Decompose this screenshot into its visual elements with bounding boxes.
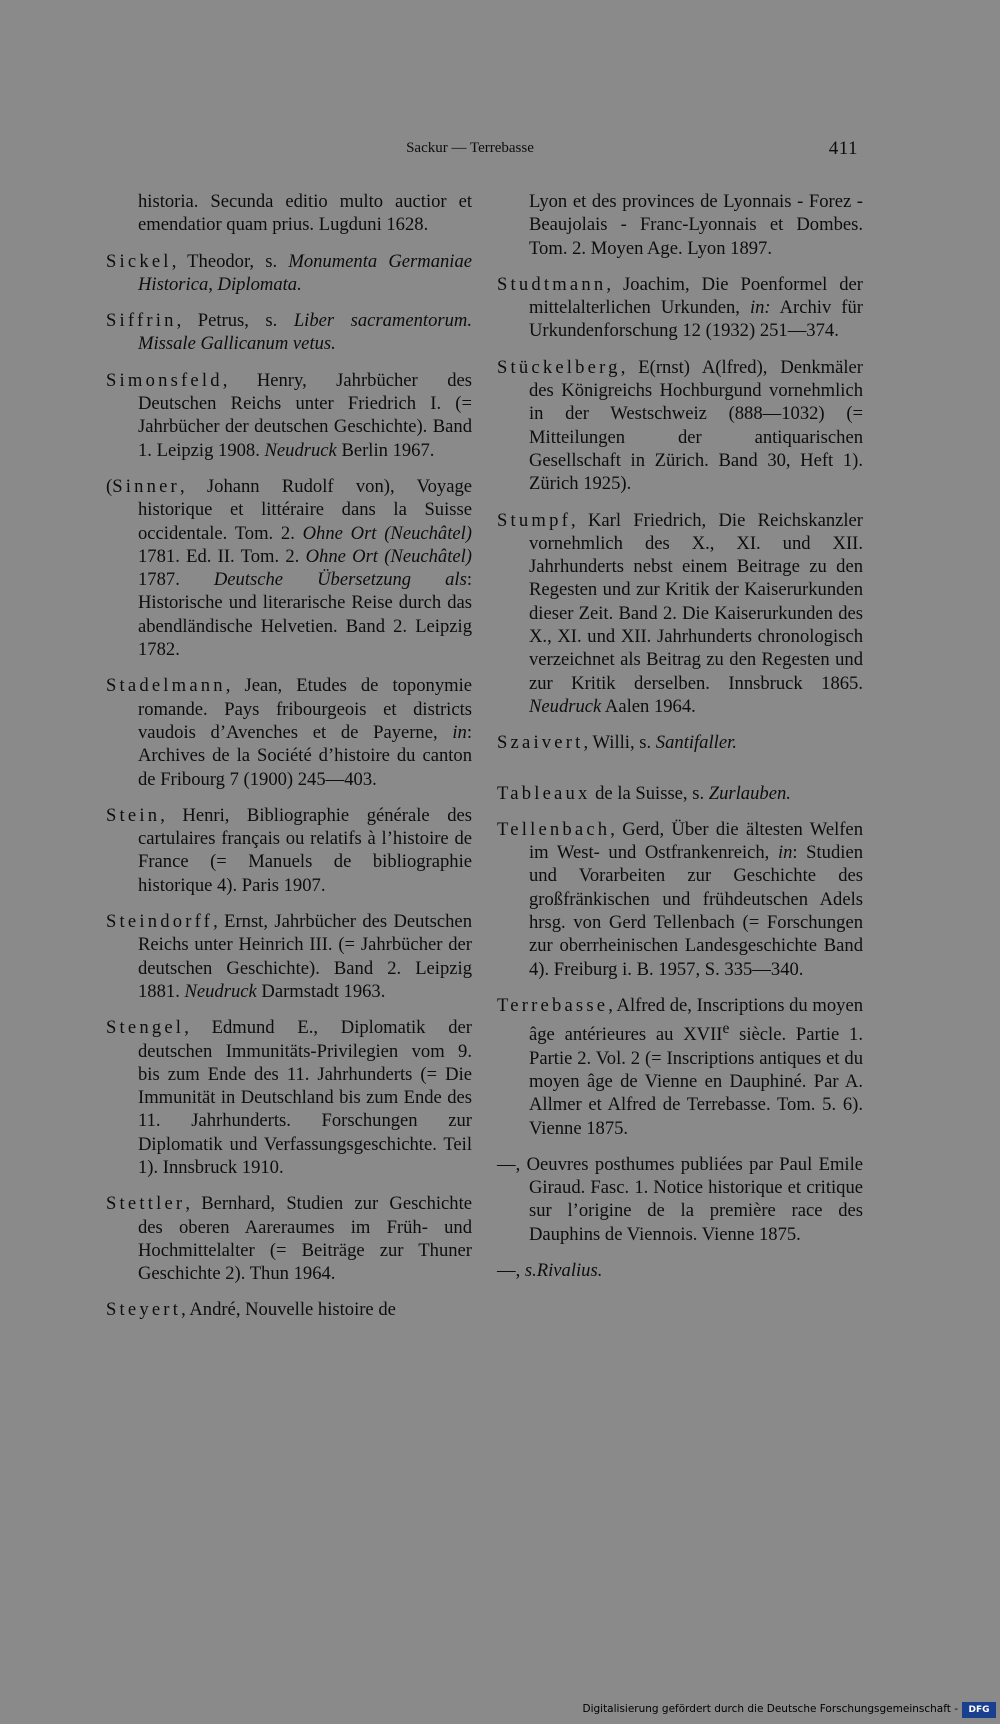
entry-author: Stückelberg [497,356,621,378]
entry-author: Stadelmann [106,675,226,697]
entry-author: Stengel [106,1017,185,1039]
entry-author: Terrebasse [497,994,609,1016]
bibliography-entry: Stadelmann, Jean, Etudes de toponymie romande. Pays fribourgeois et districts vaudois d’Avenches et de Payerne, in: Archives de la Société d’histoire du canton de Fribourg 7 (1900) 245—403. [106,675,472,790]
bibliography-entry: Steyert, André, Nouvelle histoire de [106,1299,396,1321]
running-head: Sackur — Terrebasse [406,140,534,156]
entry-author: Tableaux [497,782,591,804]
left-column [106,190,472,1335]
bibliography-entry: Stengel, Edmund E., Diplomatik der deutschen Immunitäts-Privilegien vom 9. bis zum Ende des 11. Jahrhunderts (= Die Immunität in Deutschland bis zum Ende des 11. Jahrhunderts. Forschungen zur Diplomatik und Verfassungsgeschichte. Teil 1). Innsbruck 1910. [106,1017,472,1178]
bibliography-entry: Tableaux de la Suisse, s. Zurlauben. [497,782,791,804]
bibliography-entry: Terrebasse, Alfred de, Inscriptions du moyen âge antérieures au XVIIe siècle. Partie 1. Partie 2. Vol. 2 (= Inscriptions antiques et du moyen âge de Vienne en Dauphiné. Par A. Allmer et Alfred de Terrebasse. Tom. 5. 6). Vienne 1875. [497,994,863,1139]
entry-author: Stein [106,804,161,826]
bibliography-entry: Studtmann, Joachim, Die Poenformel der mittelalterlichen Urkunden, in: Archiv für Urkundenforschung 12 (1932) 251—374. [497,273,863,342]
bibliography-entry: Stettler, Bernhard, Studien zur Geschichte des oberen Aareraumes im Früh- und Hochmittelalter (= Beiträge zur Thuner Geschichte 2). Thun 1964. [106,1193,472,1285]
page-header [0,138,1000,164]
bibliography-entry: —, Oeuvres posthumes publiées par Paul Emile Giraud. Fasc. 1. Notice historique et critique sur l’origine de la première race des Dauphins de Viennois. Vienne 1875. [497,1153,863,1245]
entry-author: Tellenbach [497,818,611,840]
entry-author: Stumpf [497,509,571,531]
bibliography-entry: (Sinner, Johann Rudolf von), Voyage historique et littéraire dans la Suisse occidentale. Tom. 2. Ohne Ort (Neuchâtel) 1781. Ed. II. Tom. 2. Ohne Ort (Neuchâtel) 1787. Deutsche Übersetzung als: Historische und literarische Reise durch das abendländische Helvetien. Band 2. Leipzig 1782. [106,475,472,661]
entry-author: Simonsfeld [106,369,223,391]
right-column [497,190,863,1295]
bibliography-entry: Steindorff, Ernst, Jahrbücher des Deutschen Reichs unter Heinrich III. (= Jahrbücher der deutschen Geschichte). Band 2. Leipzig 1881. Neudruck Darmstadt 1963. [106,911,472,1002]
entry-author: Studtmann [497,273,607,295]
footer [0,1698,1000,1724]
dfg-logo: DFG [962,1702,996,1718]
bibliography-entry: historia. Secunda editio multo auctior et emendatior quam prius. Lugduni 1628. [138,191,472,236]
bibliography-entry: Tellenbach, Gerd, Über die ältesten Welfen im West- und Ostfrankenreich, in: Studien und Vorarbeiten zur Geschichte des großfränkischen und frühdeutschen Adels hrsg. von Gerd Tellenbach (= Forschungen zur oberrheinischen Landesgeschichte Band 4). Freiburg i. B. 1957, S. 335—340. [497,818,863,980]
bibliography-entry: Stumpf, Karl Friedrich, Die Reichskanzler vornehmlich des X., XI. und XII. Jahrhunderts nebst einem Beitrage zu den Regesten und zur Kritik der Kaiserurkunden dieser Zeit. Band 2. Die Kaiserurkunden des X., XI. und XII. Jahrhunderts chronologisch verzeichnet als Beitrag zu den Regesten und zur Kritik derselben. Innsbruck 1865. Neudruck Aalen 1964. [497,509,863,717]
entry-author: Sinner [112,475,180,497]
entry-author: Sickel [106,250,172,272]
bibliography-entry: —, s.Rivalius. [497,1260,603,1282]
bibliography-entry: Siffrin, Petrus, s. Liber sacramentorum. Missale Gallicanum vetus. [106,310,472,355]
entry-author: Szaivert [497,732,584,754]
bibliography-entry: Sickel, Theodor, s. Monumenta Germaniae Historica, Diplomata. [106,250,473,295]
bibliography-entry: Szaivert, Willi, s. Santifaller. [497,732,737,754]
bibliography-entry: Stein, Henri, Bibliographie générale des cartulaires français ou relatifs à l’histoire de France (= Manuels de bibliographie historique 4). Paris 1907. [106,804,472,896]
bibliography-entry: Lyon et des provinces de Lyonnais - Forez - Beaujolais - Franc-Lyonnais et Dombes. Tom. 2. Moyen Age. Lyon 1897. [529,191,863,259]
entry-author: Stettler [106,1193,186,1215]
funding-notice: Digitalisierung gefördert durch die Deutsche Forschungsgemeinschaft - [582,1703,958,1715]
entry-author: Steindorff [106,911,214,933]
entry-author: Siffrin [106,310,177,332]
bibliography-entry: Simonsfeld, Henry, Jahrbücher des Deutschen Reichs unter Friedrich I. (= Jahrbücher der deutschen Geschichte). Band 1. Leipzig 1908. Neudruck Berlin 1967. [106,369,472,461]
bibliography-entry: Stückelberg, E(rnst) A(lfred), Denkmäler des Königreichs Hochburgund vornehmlich in der Westschweiz (888—1032) (= Mitteilungen der antiquarischen Gesellschaft in Zürich. Band 30, Heft 1). Zürich 1925). [497,356,863,495]
page-number: 411 [828,138,858,159]
entry-author: Steyert [106,1299,182,1321]
